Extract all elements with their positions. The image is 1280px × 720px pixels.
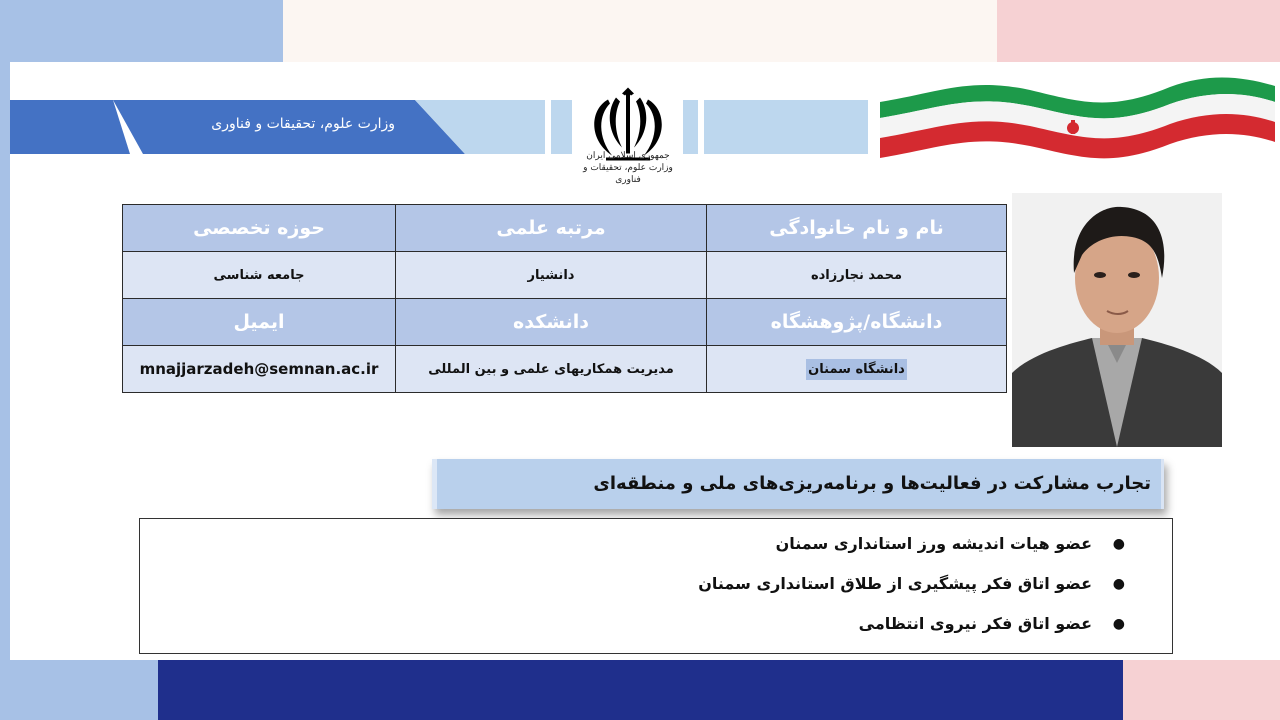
ministry-name: وزارت علوم، تحقیقات و فناوری [211,116,395,132]
list-item [140,525,1172,565]
emblem-caption-line2: وزارت علوم، تحقیقات و فناوری [583,163,673,185]
emblem-caption-line1: جمهوری اسلامی ایران [586,151,670,161]
background-right-bottom [1123,660,1280,720]
rank-value: دانشیار [396,252,707,299]
activities-list [139,518,1173,654]
email-header: ایمیل [123,299,396,346]
faculty-header: دانشکده [396,299,707,346]
list-item [140,565,1172,605]
background-bottom-bar [158,660,1123,720]
iran-flag-icon [880,72,1275,162]
table-header-row [123,299,1007,346]
name-header: نام و نام خانوادگی [707,205,1007,252]
rank-header: مرتبه علمی [396,205,707,252]
profile-table [122,204,1007,393]
bullet-icon: ● [1112,616,1125,632]
list-item-text: عضو اتاق فکر نیروی انتظامی [858,614,1092,633]
field-value: جامعه شناسی [123,252,396,299]
university-header: دانشگاه/پژوهشگاه [707,299,1007,346]
name-value: محمد نجارزاده [707,252,1007,299]
profile-photo [1012,193,1222,447]
faculty-value: مدیریت همکاریهای علمی و بین المللی [396,346,707,393]
section-title: تجارب مشارکت در فعالیت‌ها و برنامه‌ریزی‌های ملی و منطقه‌ای [432,459,1164,509]
email-value: mnajjarzadeh@semnan.ac.ir [139,360,379,378]
university-value: دانشگاه سمنان [806,359,907,380]
table-row [123,252,1007,299]
email-cell [123,346,396,393]
university-cell [707,346,1007,393]
list-item-text: عضو اتاق فکر پیشگیری از طلاق استانداری سمنان [698,574,1092,593]
emblem-caption [576,150,680,186]
table-row [123,346,1007,393]
table-header-row [123,205,1007,252]
person-portrait-icon [1012,193,1222,447]
bullet-icon: ● [1112,536,1125,552]
field-header: حوزه تخصصی [123,205,396,252]
list-item-text: عضو هیات اندیشه ورز استانداری سمنان [775,534,1092,553]
list-item [140,605,1172,645]
bullet-icon: ● [1112,576,1125,592]
